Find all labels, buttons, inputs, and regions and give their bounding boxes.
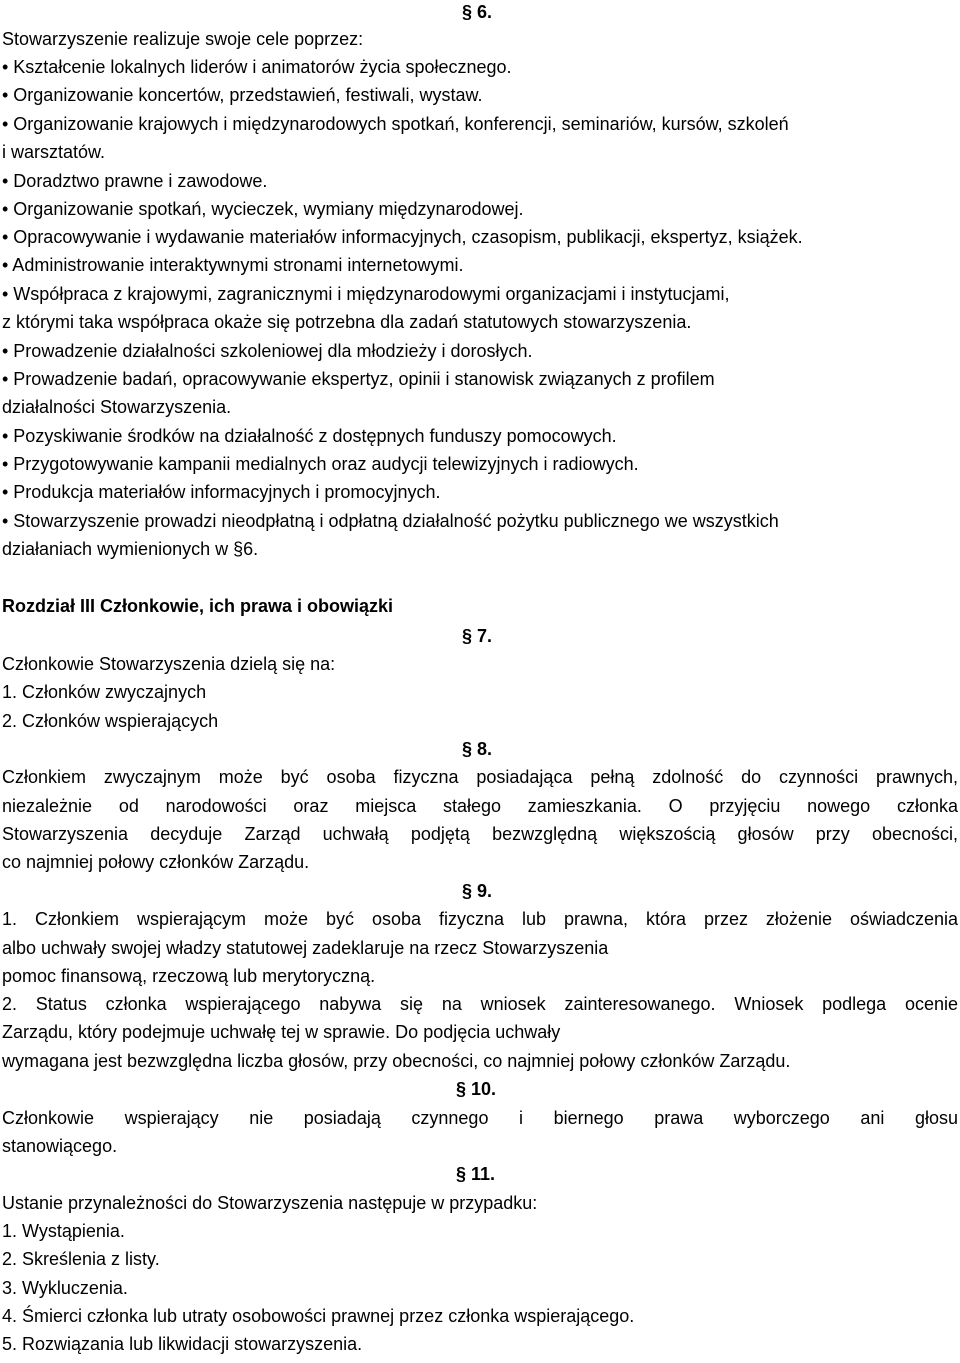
list-item: • Stowarzyszenie prowadzi nieodpłatną i odpłatną działalność pożytku publicznego we wszystkich — [2, 511, 779, 531]
section-10-line: Członkowie wspierający nie posiadają czynnego i biernego prawa wyborczego ani głosu — [2, 1108, 958, 1128]
section-9-line: wymagana jest bezwzględna liczba głosów, przy obecności, co najmniej połowy członków Zarządu. — [2, 1051, 791, 1071]
section-9-line: Zarządu, który podejmuje uchwałę tej w sprawie. Do podjęcia uchwały — [2, 1022, 561, 1042]
section-8-number: § 8. — [462, 739, 493, 759]
section-8-line: Członkiem zwyczajnym może być osoba fizyczna posiadająca pełną zdolność do czynności prawnych, — [2, 767, 958, 787]
section-8-line: Stowarzyszenia decyduje Zarząd uchwałą podjętą bezwzględną większością głosów przy obecności, — [2, 824, 958, 844]
list-item: • Organizowanie krajowych i międzynarodowych spotkań, konferencji, seminariów, kursów, szkoleń — [2, 114, 789, 134]
section-7-line: 1. Członków zwyczajnych — [2, 682, 207, 702]
list-item: • Pozyskiwanie środków na działalność z dostępnych funduszy pomocowych. — [2, 426, 617, 446]
section-11-line: Ustanie przynależności do Stowarzyszenia następuje w przypadku: — [2, 1193, 538, 1213]
section-9-line: pomoc finansową, rzeczową lub merytoryczną. — [2, 966, 376, 986]
section-9-number: § 9. — [462, 881, 493, 901]
section-7-line: Członkowie Stowarzyszenia dzielą się na: — [2, 654, 336, 674]
list-item: • Przygotowywanie kampanii medialnych oraz audycji telewizyjnych i radiowych. — [2, 454, 639, 474]
section-7-line: 2. Członków wspierających — [2, 711, 219, 731]
section-8-line: niezależnie od narodowości oraz miejsca stałego zamieszkania. O przyjęciu nowego członka — [2, 796, 958, 816]
list-item: • Administrowanie interaktywnymi stronami internetowymi. — [2, 255, 464, 275]
list-item-continuation: i warsztatów. — [2, 142, 106, 162]
list-item-continuation: z którymi taka współpraca okaże się potrzebna dla zadań statutowych stowarzyszenia. — [2, 312, 692, 332]
section-10-line: stanowiącego. — [2, 1136, 118, 1156]
list-item: • Prowadzenie działalności szkoleniowej dla młodzieży i dorosłych. — [2, 341, 533, 361]
list-item-continuation: działaniach wymienionych w §6. — [2, 539, 259, 559]
section-11-line: 3. Wykluczenia. — [2, 1278, 128, 1298]
list-item: • Prowadzenie badań, opracowywanie ekspertyz, opinii i stanowisk związanych z profilem — [2, 369, 715, 389]
list-item: • Współpraca z krajowymi, zagranicznymi i międzynarodowymi organizacjami i instytucjami, — [2, 284, 730, 304]
section-11-line: 1. Wystąpienia. — [2, 1221, 125, 1241]
section-11-line: 5. Rozwiązania lub likwidacji stowarzyszenia. — [2, 1334, 363, 1354]
chapter-heading: Rozdział III Członkowie, ich prawa i obowiązki — [2, 596, 394, 616]
section-9-line: 1. Członkiem wspierającym może być osoba fizyczna lub prawna, która przez złożenie oświadczenia — [2, 909, 958, 929]
section-9-line: albo uchwały swojej władzy statutowej zadeklaruje na rzecz Stowarzyszenia — [2, 938, 609, 958]
section-7-number: § 7. — [462, 626, 493, 646]
list-item: • Doradztwo prawne i zawodowe. — [2, 171, 268, 191]
section-6-number: § 6. — [462, 2, 493, 22]
section-11-line: 2. Skreślenia z listy. — [2, 1249, 160, 1269]
section-6-intro: Stowarzyszenie realizuje swoje cele poprzez: — [2, 29, 364, 49]
section-9-line: 2. Status członka wspierającego nabywa się na wniosek zainteresowanego. Wniosek podlega ocenie — [2, 994, 958, 1014]
section-11-line: 4. Śmierci członka lub utraty osobowości prawnej przez członka wspierającego. — [2, 1306, 635, 1326]
section-8-line: co najmniej połowy członków Zarządu. — [2, 852, 310, 872]
list-item: • Opracowywanie i wydawanie materiałów informacyjnych, czasopism, publikacji, ekspertyz, książek. — [2, 227, 803, 247]
list-item-continuation: działalności Stowarzyszenia. — [2, 397, 232, 417]
list-item: • Produkcja materiałów informacyjnych i promocyjnych. — [2, 482, 441, 502]
list-item: • Organizowanie koncertów, przedstawień, festiwali, wystaw. — [2, 85, 483, 105]
section-11-number: § 11. — [456, 1164, 496, 1184]
section-10-number: § 10. — [456, 1079, 497, 1099]
list-item: • Kształcenie lokalnych liderów i animatorów życia społecznego. — [2, 57, 512, 77]
list-item: • Organizowanie spotkań, wycieczek, wymiany międzynarodowej. — [2, 199, 524, 219]
